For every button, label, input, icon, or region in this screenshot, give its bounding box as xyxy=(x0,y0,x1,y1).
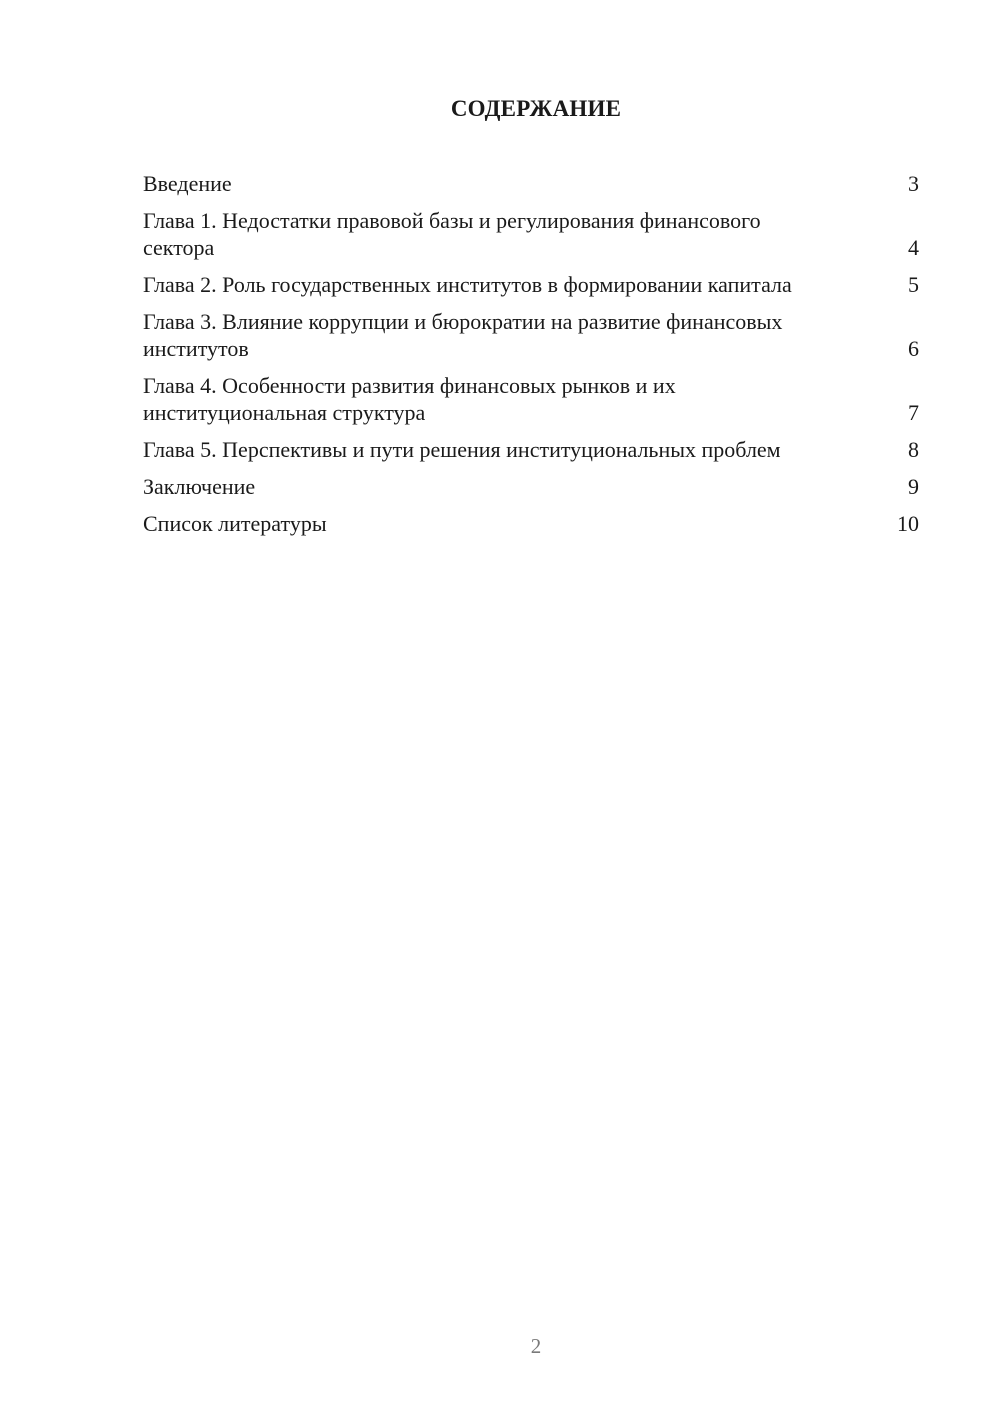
toc-entry-page: 9 xyxy=(908,474,919,499)
toc-entry-text: Глава 4. Особенности развития финансовых рынков и их институциональная структура xyxy=(143,373,676,425)
toc-entry-text: Глава 5. Перспективы и пути решения институциональных проблем xyxy=(143,437,781,462)
toc-entry-page: 7 xyxy=(908,400,919,425)
toc-entry-page: 8 xyxy=(908,437,919,462)
page-number: 2 xyxy=(530,1334,542,1358)
toc-entry-conclusion xyxy=(143,473,919,500)
toc-entry-chapter-5 xyxy=(143,436,919,463)
table-of-contents xyxy=(143,170,919,547)
toc-entry-text: Глава 3. Влияние коррупции и бюрократии на развитие финансовых институтов xyxy=(143,309,783,361)
toc-entry-chapter-2 xyxy=(143,271,919,298)
toc-entry-chapter-1 xyxy=(143,207,919,261)
toc-entry-text: Глава 1. Недостатки правовой базы и регулирования финансового сектора xyxy=(143,208,761,260)
toc-entry-text: Заключение xyxy=(143,474,256,499)
toc-entry-page: 5 xyxy=(908,272,919,297)
toc-entry-references xyxy=(143,510,919,537)
toc-entry-text: Введение xyxy=(143,171,232,196)
toc-entry-page: 3 xyxy=(908,171,919,196)
toc-entry-text: Глава 2. Роль государственных институтов в формировании капитала xyxy=(143,272,792,297)
toc-entry-introduction xyxy=(143,170,919,197)
toc-entry-page: 6 xyxy=(908,336,919,361)
toc-entry-chapter-4 xyxy=(143,372,919,426)
toc-entry-text: Список литературы xyxy=(143,511,327,536)
toc-entry-page: 4 xyxy=(908,235,919,260)
toc-entry-page: 10 xyxy=(897,511,919,536)
toc-title: СОДЕРЖАНИЕ xyxy=(450,96,622,121)
toc-entry-chapter-3 xyxy=(143,308,919,362)
